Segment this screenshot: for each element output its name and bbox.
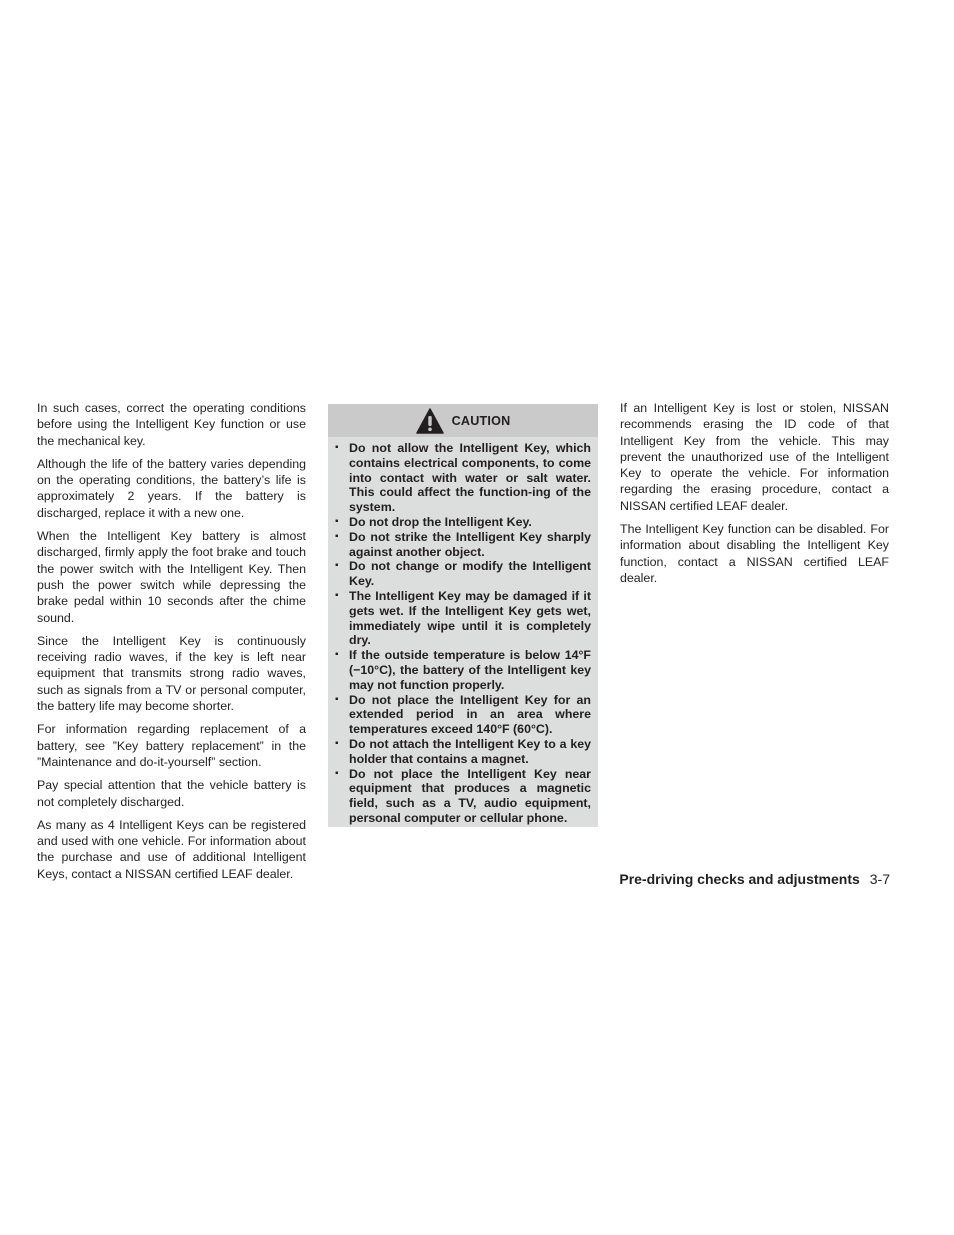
caution-box: [328, 404, 598, 827]
paragraph: Although the life of the battery varies depending on the operating conditions, the battery’s life is approximately 2 years. If the battery is discharged, replace it with a new one.: [37, 456, 306, 520]
caution-header: [328, 404, 598, 437]
paragraph: The Intelligent Key function can be disabled. For information about disabling the Intelligent Key function, contact a NISSAN certified LEAF dealer.: [620, 522, 889, 585]
paragraph: Pay special attention that the vehicle battery is not completely discharged.: [37, 778, 306, 809]
caution-item: ▪ Do not drop the Intelligent Key.: [335, 515, 591, 530]
caution-item: ▪ Do not attach the Intelligent Key to a key holder that contains a magnet.: [335, 737, 591, 767]
caution-item: ▪ Do not place the Intelligent Key near equipment that produces a magnetic field, such as a TV, audio equipment, personal computer or cellular phone.: [335, 767, 591, 826]
warning-triangle-icon: [416, 408, 444, 434]
page-footer: [619, 871, 890, 887]
caution-item: ▪ Do not strike the Intelligent Key sharply against another object.: [335, 530, 591, 560]
paragraph: When the Intelligent Key battery is almost discharged, firmly apply the foot brake and touch the power switch with the Intelligent Key. Then push the power switch while depressing the brake pedal within 10 seconds after the chime sound.: [37, 529, 306, 625]
right-column: [620, 400, 889, 593]
caution-item: ▪ Do not place the Intelligent Key for an extended period in an area where temperatures exceed 140°F (60°C).: [335, 693, 591, 737]
paragraph: Since the Intelligent Key is continuously receiving radio waves, if the key is left near equipment that transmits strong radio waves, such as signals from a TV or personal computer, the battery life may become shorter.: [37, 633, 306, 714]
caution-item: ▪ Do not allow the Intelligent Key, which contains electrical components, to come into contact with water or salt water. This could affect the function-ing of the system.: [335, 441, 591, 515]
paragraph: In such cases, correct the operating conditions before using the Intelligent Key function or use the mechanical key.: [37, 401, 306, 448]
caution-item: ▪ If the outside temperature is below 14°F (−10°C), the battery of the Intelligent key may not function properly.: [335, 648, 591, 692]
caution-list: [328, 437, 598, 826]
section-title: Pre-driving checks and adjustments: [619, 871, 860, 887]
paragraph: As many as 4 Intelligent Keys can be registered and used with one vehicle. For information about the purchase and use of additional Intelligent Keys, contact a NISSAN certified LEAF dealer.: [37, 817, 306, 881]
caution-item: ▪ The Intelligent Key may be damaged if it gets wet. If the Intelligent Key gets wet, immediately wipe until it is completely dry.: [335, 589, 591, 648]
paragraph: If an Intelligent Key is lost or stolen, NISSAN recommends erasing the ID code of that Intelligent Key from the vehicle. This may prevent the unauthorized use of the Intelligent Key to operate the vehicle. For information regarding the erasing procedure, contact a NISSAN certified LEAF dealer.: [620, 401, 889, 513]
left-column: [37, 400, 306, 889]
caution-title: CAUTION: [451, 413, 511, 428]
paragraph: For information regarding replacement of a battery, see ”Key battery replacement” in the ”Maintenance and do-it-yourself” section.: [37, 722, 306, 769]
caution-item: ▪ Do not change or modify the Intelligent Key.: [335, 559, 591, 589]
page-number: 3-7: [869, 871, 890, 887]
